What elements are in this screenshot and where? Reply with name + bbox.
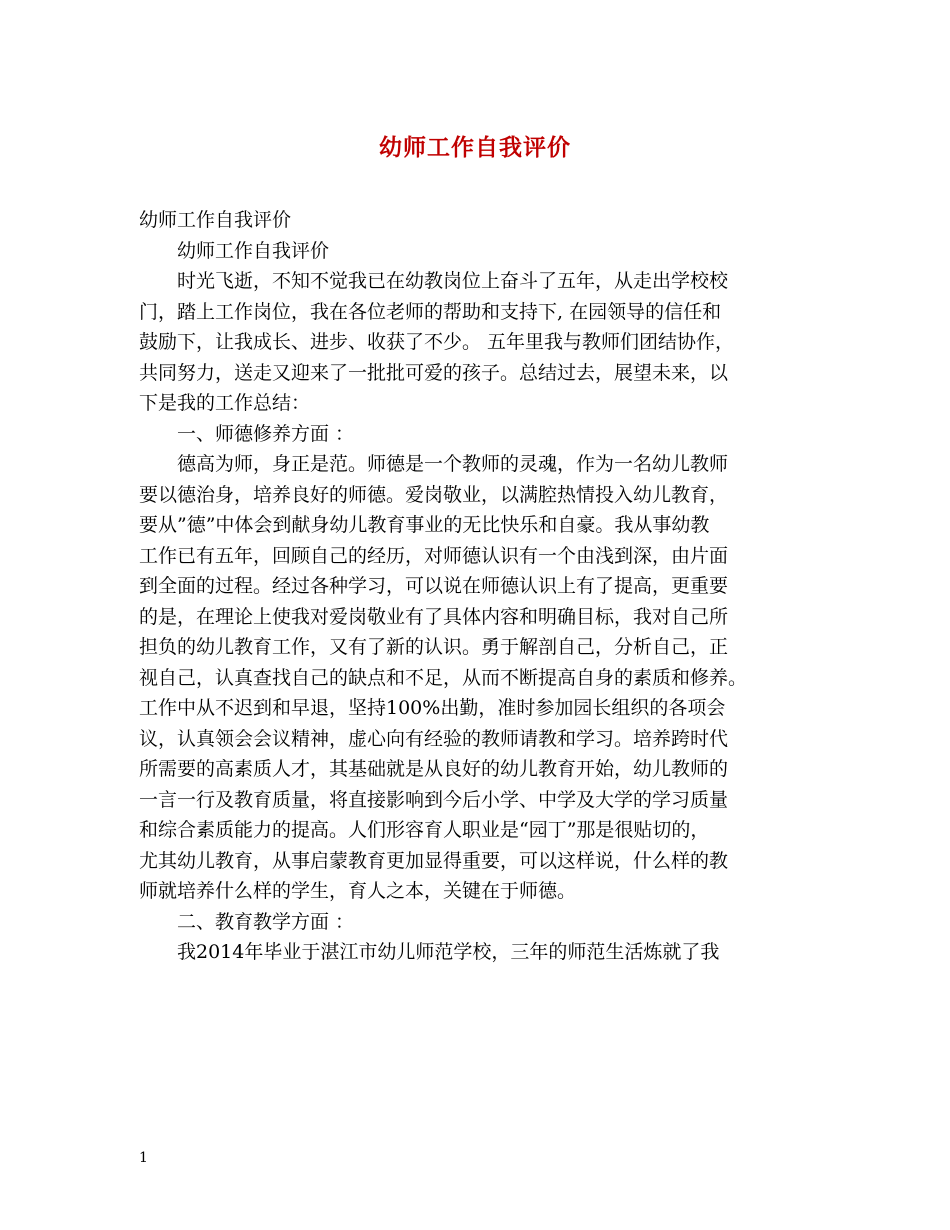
text-line-3: 时光飞逝，不知不觉我已在幼教岗位上奋斗了五年，从走出学校校 bbox=[177, 270, 729, 292]
text-line-18: 议，认真领会会议精神，虚心向有经验的教师请教和学习。培养跨时代 bbox=[139, 727, 729, 750]
text-line-11: 要从”德”中体会到献身幼儿教育事业的无比快乐和自豪。我从事幼教 bbox=[139, 514, 710, 536]
text-line-15: 担负的幼儿教育工作，又有了新的认识。勇于解剖自己，分析自己，正 bbox=[139, 636, 729, 658]
document-title: 幼师工作自我评价 bbox=[379, 134, 571, 161]
text-line-9: 德高为师，身正是范。师德是一个教师的灵魂，作为一名幼儿教师 bbox=[177, 453, 729, 475]
text-line-17: 工作中从不迟到和早退，坚持100%出勤，准时参加园长组织的各项会 bbox=[139, 697, 726, 719]
text-line-12: 工作已有五年，回顾自己的经历，对师德认识有一个由浅到深，由片面 bbox=[139, 544, 729, 567]
text-line-16: 视自己，认真查找自己的缺点和不足，从而不断提高自身的素质和修养。 bbox=[139, 666, 748, 689]
text-line-23: 师就培养什么样的学生，育人之本，关键在于师德。 bbox=[139, 880, 577, 902]
text-line-19: 所需要的高素质人才，其基础就是从良好的幼儿教育开始，幼儿教师的 bbox=[139, 758, 729, 780]
text-line-22: 尤其幼儿教育，从事启蒙教育更加显得重要，可以这样说，什么样的教 bbox=[139, 849, 729, 872]
text-line-6: 共同努力，送走又迎来了一批批可爱的孩子。总结过去，展望未来，以 bbox=[139, 361, 729, 384]
text-line-14: 的是，在理论上使我对爱岗敬业有了具体内容和明确目标，我对自己所 bbox=[139, 605, 729, 628]
text-line-1: 幼师工作自我评价 bbox=[139, 209, 292, 231]
text-line-5: 鼓励下，让我成长、进步、收获了不少。 五年里我与教师们团结协作， bbox=[139, 331, 735, 353]
page-number: 1 bbox=[139, 1150, 148, 1166]
section-heading-1: 一、师德修养方面 ： bbox=[177, 422, 355, 445]
text-line-7: 下是我的工作总结： bbox=[139, 392, 311, 414]
text-line-10: 要以德治身，培养良好的师德。爱岗敬业，以满腔热情投入幼儿教育， bbox=[139, 483, 729, 506]
text-line-2: 幼师工作自我评价 bbox=[177, 239, 330, 262]
text-line-25: 我2014年毕业于湛江市幼儿师范学校，三年的师范生活炼就了我 bbox=[177, 941, 720, 963]
document-body bbox=[139, 205, 829, 968]
section-heading-2: 二、教育教学方面 ： bbox=[177, 910, 355, 933]
text-line-4: 门，踏上工作岗位，我在各位老师的帮助和支持下, 在园领导的信任和 bbox=[139, 300, 722, 323]
text-line-21: 和综合素质能力的提高。人们形容育人职业是“园丁”那是很贴切的， bbox=[139, 819, 710, 841]
text-line-13: 到全面的过程。经过各种学习，可以说在师德认识上有了提高，更重要 bbox=[139, 575, 729, 597]
text-line-20: 一言一行及教育质量，将直接影响到今后小学、中学及大学的学习质量 bbox=[139, 788, 729, 811]
